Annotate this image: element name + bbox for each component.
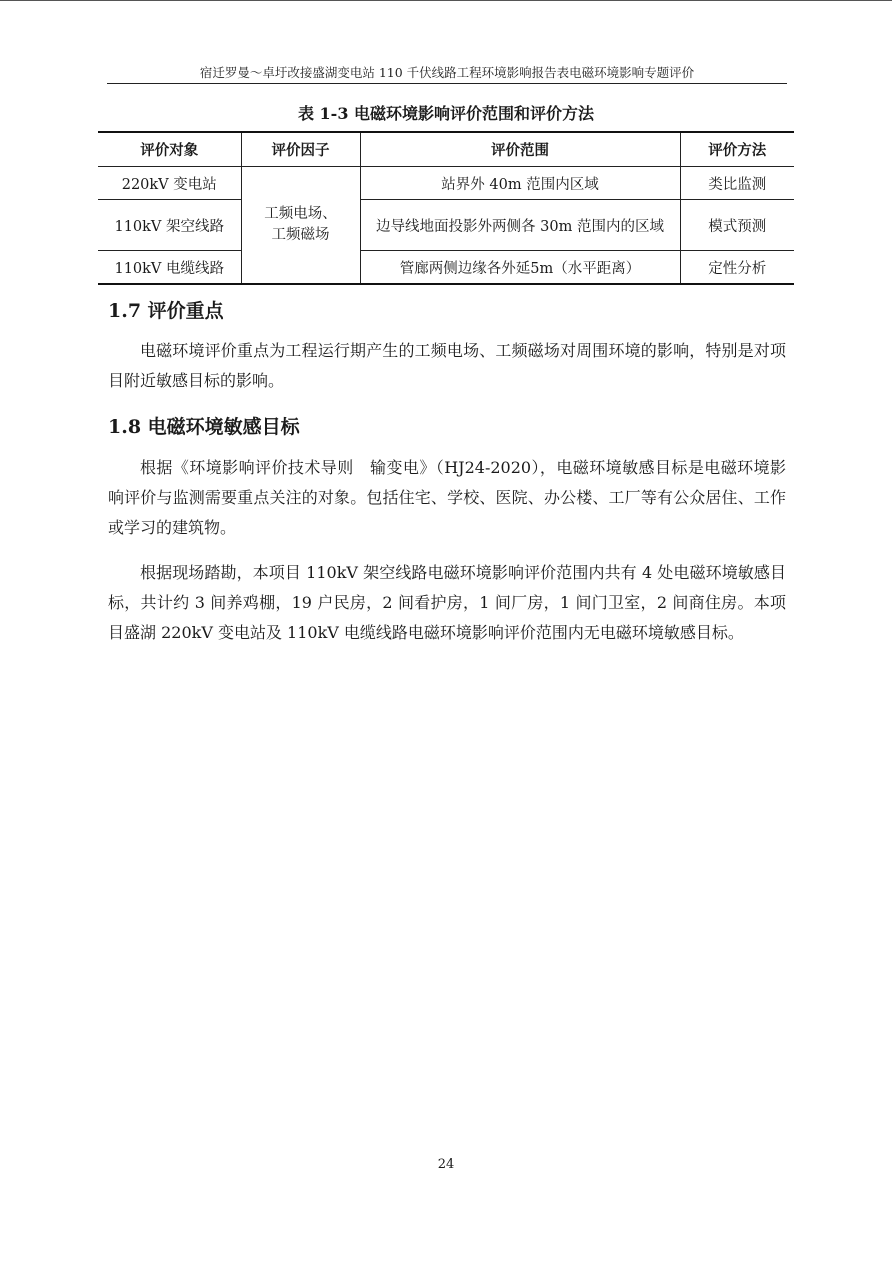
- cell-method: 模式预测: [680, 200, 794, 251]
- page-top-border: [0, 0, 892, 1]
- cell-method: 定性分析: [680, 251, 794, 285]
- table-row: [98, 251, 794, 285]
- paragraph: 根据《环境影响评价技术导则 输变电》（HJ24-2020），电磁环境敏感目标是电磁环境影响评价与监测需要重点关注的对象。包括住宅、学校、医院、办公楼、工厂等有公众居住、工作或学习的建筑物。: [108, 458, 786, 537]
- table-header-row: [98, 132, 794, 167]
- table-row: [98, 200, 794, 251]
- factor-line: 工频磁场: [271, 227, 330, 243]
- page-number: 24: [437, 1157, 455, 1172]
- header-rule: [107, 83, 787, 84]
- running-header: 宿迁罗曼～卓圩改接盛湖变电站 110 千伏线路工程环境影响报告表电磁环境影响专题评价: [199, 65, 695, 80]
- paragraph: 电磁环境评价重点为工程运行期产生的工频电场、工频磁场对周围环境的影响，特别是对项目附近敏感目标的影响。: [108, 341, 786, 390]
- cell-factor: [241, 167, 360, 285]
- section-heading-1-7: 1.7 评价重点: [108, 300, 224, 322]
- cell-object: 110kV 架空线路: [98, 200, 241, 251]
- section-heading-1-8: 1.8 电磁环境敏感目标: [108, 416, 300, 438]
- table-row: [98, 167, 794, 200]
- cell-scope: 管廊两侧边缘各外延5m（水平距离）: [360, 251, 680, 285]
- cell-method: 类比监测: [680, 167, 794, 200]
- column-header: 评价方法: [680, 132, 794, 167]
- paragraph: 根据现场踏勘，本项目 110kV 架空线路电磁环境影响评价范围内共有 4 处电磁环境敏感目标，共计约 3 间养鸡棚，19 户民房，2 间看护房，1 间厂房，1 间门卫室，2 间商住房。本项目盛湖 220kV 变电站及 110kV 电缆线路电磁环境影响评价范围内无电磁环境敏感目标。: [108, 563, 786, 642]
- column-header: 评价范围: [360, 132, 680, 167]
- table-caption: 表 1-3 电磁环境影响评价范围和评价方法: [297, 104, 595, 123]
- column-header: 评价因子: [241, 132, 360, 167]
- cell-scope: 站界外 40m 范围内区域: [360, 167, 680, 200]
- cell-object: 110kV 电缆线路: [98, 251, 241, 285]
- evaluation-table: [98, 131, 794, 285]
- cell-scope: 边导线地面投影外两侧各 30m 范围内的区域: [360, 200, 680, 251]
- column-header: 评价对象: [98, 132, 241, 167]
- cell-object: 220kV 变电站: [98, 167, 241, 200]
- factor-line: 工频电场、: [264, 206, 337, 222]
